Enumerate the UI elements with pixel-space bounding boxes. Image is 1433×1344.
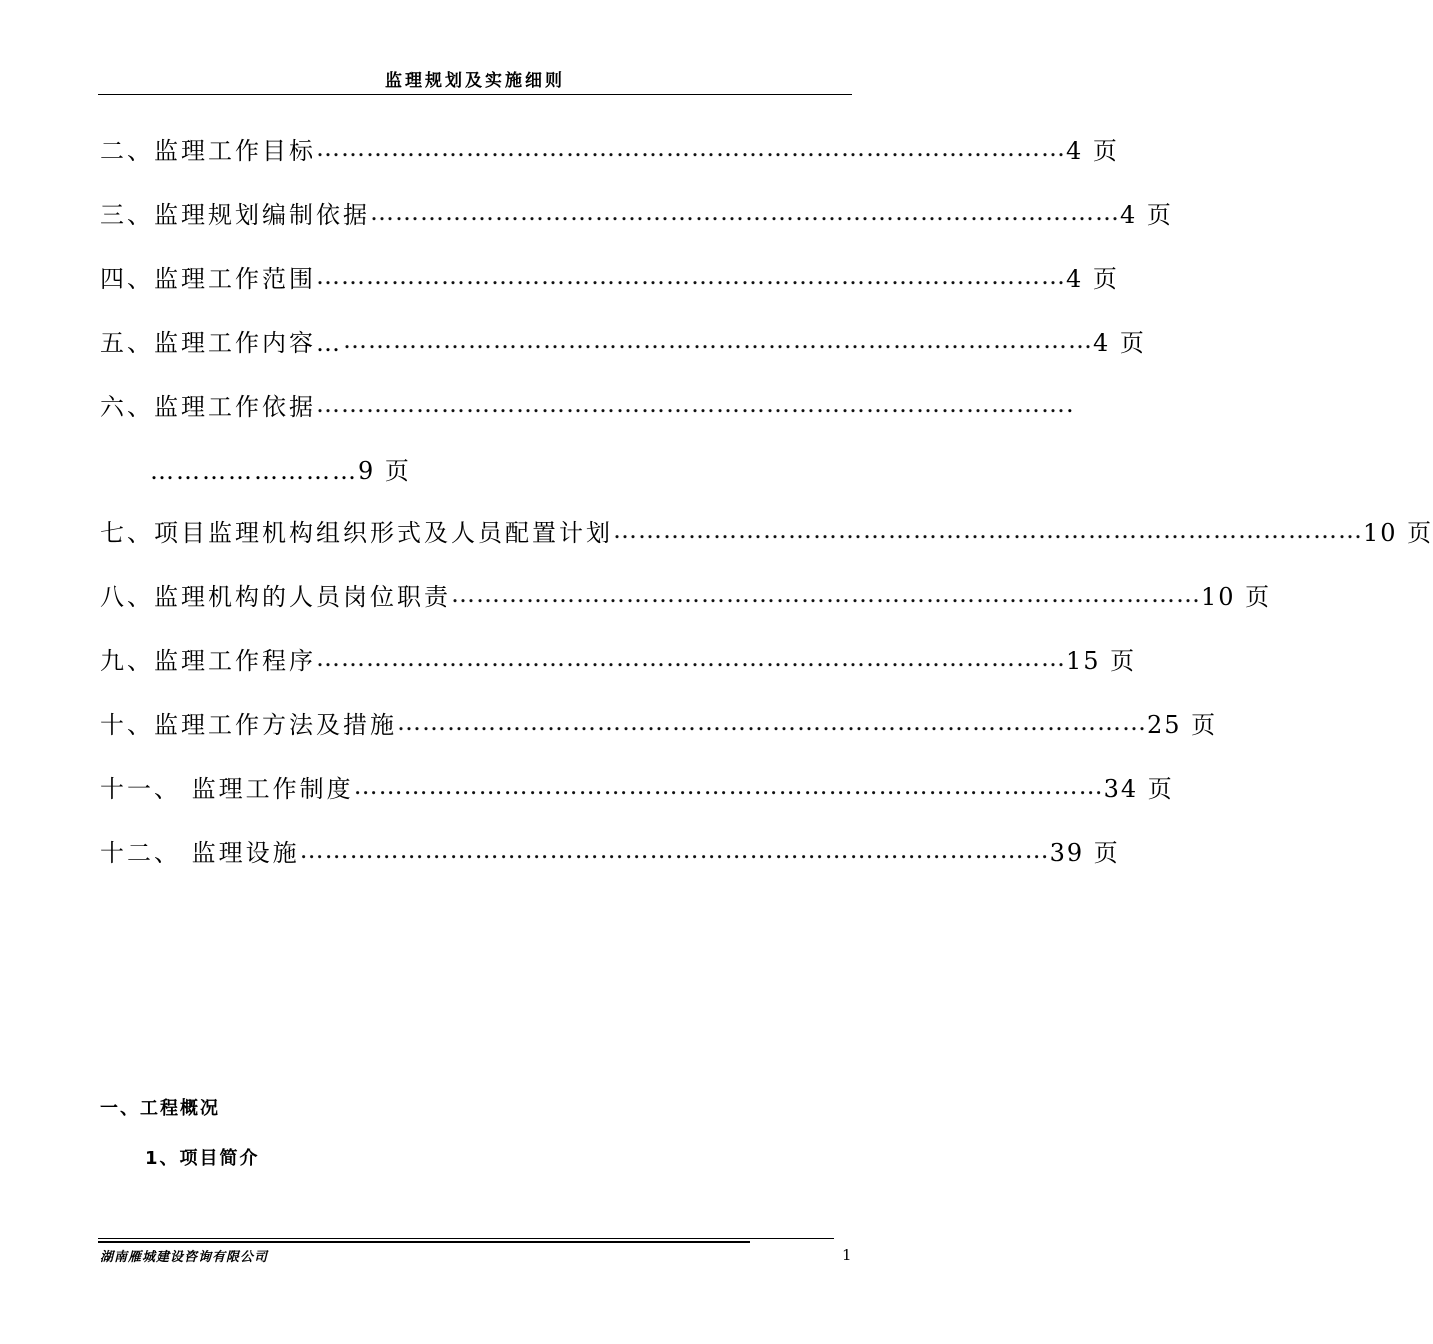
toc-item-page: 25 页 (1147, 710, 1218, 739)
toc-item-page: 39 页 (1049, 838, 1120, 867)
toc-item[interactable] (100, 258, 1119, 294)
toc-item[interactable] (100, 512, 1433, 548)
sub-heading: 1、项目简介 (145, 1148, 260, 1169)
toc-item[interactable] (100, 576, 1272, 612)
toc-item-page: 4 页 (1093, 328, 1146, 357)
toc-item[interactable] (100, 768, 1174, 804)
toc-item-title: 六、监理工作依据 (100, 392, 316, 421)
toc-item-leader: ……………………………………………………………………………… (353, 772, 1104, 800)
toc-item-leader: ……………………………………………………………………………… (316, 134, 1066, 162)
toc-item-page: 15 页 (1066, 646, 1137, 675)
header-divider (98, 94, 852, 95)
toc-item-title: 八、监理机构的人员岗位职责 (100, 582, 451, 611)
toc-item[interactable] (100, 386, 1076, 422)
toc-item[interactable] (100, 640, 1137, 676)
toc-item-leader: ……………………………………………………………………………… (316, 390, 1066, 418)
toc-item-leader: ……………………………………………………………………………… (451, 580, 1201, 608)
toc-item-leader: ……………………………………………………………………………… (613, 516, 1363, 544)
toc-item-leader: ……………………………………………………………………………… (299, 836, 1050, 864)
toc-item-title: 四、监理工作范围 (100, 264, 316, 293)
toc-item-page: 4 页 (1066, 136, 1119, 165)
toc-item[interactable] (100, 194, 1173, 230)
toc-item-leader: ……………………………………………………………………………… (397, 708, 1147, 736)
header-title: 监理规划及实施细则 (385, 71, 565, 91)
footer-divider-thick (98, 1241, 750, 1243)
toc-item[interactable] (100, 832, 1120, 868)
toc-item-continuation: ……………………9 页 (150, 456, 411, 485)
toc-item-leader: ……………………………………………………………………………… (370, 198, 1120, 226)
toc-item-title: 七、项目监理机构组织形式及人员配置计划 (100, 518, 613, 547)
toc-item-page: 10 页 (1201, 582, 1272, 611)
toc-item-title: 九、监理工作程序 (100, 646, 316, 675)
toc-item-page: 10 页 (1363, 518, 1433, 547)
toc-item-title: 三、监理规划编制依据 (100, 200, 370, 229)
page-number: 1 (842, 1246, 852, 1264)
toc-item[interactable] (100, 322, 1146, 358)
toc-item-title: 十、监理工作方法及措施 (100, 710, 397, 739)
toc-item-page: 4 页 (1120, 200, 1173, 229)
footer-company-name: 湖南雁城建设咨询有限公司 (100, 1250, 269, 1265)
toc-item-page: 34 页 (1103, 774, 1174, 803)
footer-divider (98, 1238, 834, 1239)
toc-item-title: 五、监理工作内容… (100, 328, 343, 357)
section-heading: 一、工程概况 (100, 1098, 220, 1119)
toc-item[interactable] (100, 704, 1218, 740)
toc-item-leader: ……………………………………………………………………………… (316, 262, 1066, 290)
toc-item-leader: ……………………………………………………………………………… (343, 326, 1093, 354)
toc-item-title: 十一、 监理工作制度 (100, 774, 354, 803)
toc-item-page: 4 页 (1066, 264, 1119, 293)
toc-item-page: . (1066, 390, 1076, 418)
toc-item[interactable] (100, 130, 1119, 166)
toc-item-title: 十二、 监理设施 (100, 838, 300, 867)
toc-item-title: 二、监理工作目标 (100, 136, 316, 165)
toc-item-leader: ……………………………………………………………………………… (316, 644, 1066, 672)
